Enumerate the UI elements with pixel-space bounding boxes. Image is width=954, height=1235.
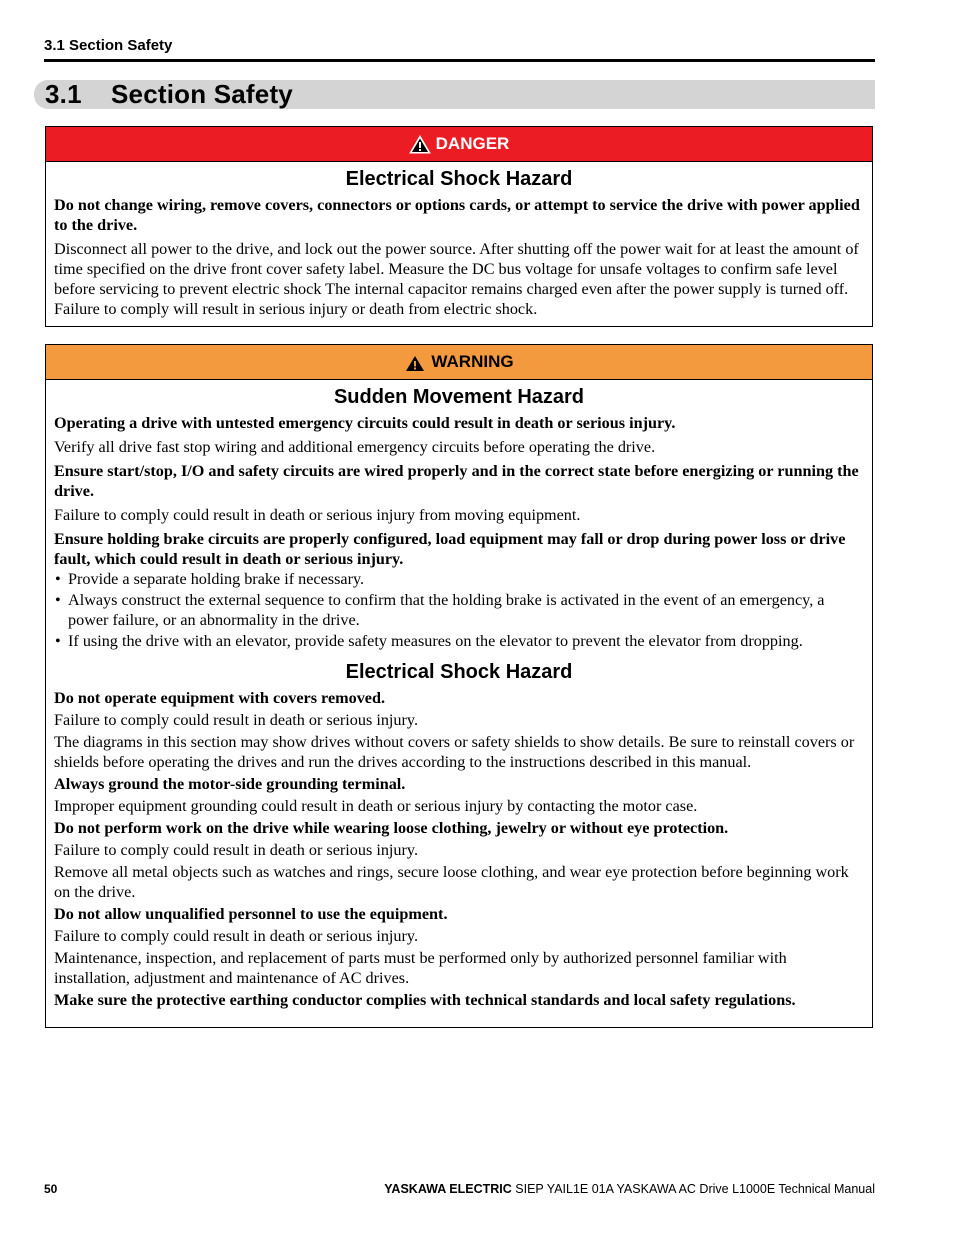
warning-box — [45, 344, 873, 1028]
danger-hazard-title: Electrical Shock Hazard — [345, 168, 573, 190]
bullet-marker: • — [55, 632, 61, 650]
footer-doc-info — [384, 1182, 875, 1196]
section-title-text: Section Safety — [111, 79, 293, 109]
warning-body-text: Maintenance, inspection, and replacement of parts must be performed only by authorized personnel familiar with installation, adjustment and maintenance of AC drives. — [54, 949, 787, 987]
footer-doc-title: SIEP YAIL1E 01A YASKAWA AC Drive L1000E Technical Manual — [511, 1182, 875, 1196]
section-number: 3.1 — [45, 79, 82, 109]
warning-triangle-icon — [409, 135, 431, 154]
warning-bold-text: Ensure start/stop, I/O and safety circuits are wired properly and in the correct state before energizing or running the drive. — [54, 462, 859, 500]
section-title-bar — [34, 80, 875, 109]
warning-body-text: Failure to comply could result in death or serious injury. — [54, 711, 418, 729]
list-item-text: If using the drive with an elevator, provide safety measures on the elevator to prevent the elevator from dropping. — [68, 632, 803, 650]
list-item — [54, 590, 864, 630]
warning-body — [46, 385, 872, 1017]
warning-body-text: Improper equipment grounding could result in death or serious injury by contacting the motor case. — [54, 797, 698, 815]
electrical-shock-hazard-title: Electrical Shock Hazard — [345, 661, 573, 683]
warning-body-text: Failure to comply could result in death or serious injury from moving equipment. — [54, 506, 581, 524]
warning-bold-text: Do not allow unqualified personnel to use the equipment. — [54, 905, 448, 923]
danger-label: DANGER — [435, 134, 510, 153]
danger-bold-text: Do not change wiring, remove covers, connectors or options cards, or attempt to service the drive with power applied to the drive. — [54, 196, 860, 234]
warning-body-text: Remove all metal objects such as watches and rings, secure loose clothing, and wear eye protection before beginning work on the drive. — [54, 863, 849, 901]
danger-header — [46, 127, 872, 162]
running-header: 3.1 Section Safety — [44, 37, 173, 54]
warning-header — [46, 345, 872, 380]
warning-label: WARNING — [431, 352, 514, 371]
header-rule — [44, 59, 875, 62]
list-item — [54, 631, 864, 651]
warning-bold-text: Ensure holding brake circuits are properly configured, load equipment may fall or drop during power loss or drive fault, which could result in death or serious injury. — [54, 530, 846, 568]
warning-body-text: Failure to comply could result in death or serious injury. — [54, 927, 418, 945]
list-item-text: Always construct the external sequence to confirm that the holding brake is activated in the event of an emergency, a power failure, or an abnormality in the drive. — [68, 591, 825, 629]
page-number: 50 — [44, 1182, 58, 1196]
danger-body — [46, 167, 872, 328]
list-item — [54, 569, 864, 589]
warning-bold-text: Operating a drive with untested emergency circuits could result in death or serious injury. — [54, 414, 676, 432]
warning-triangle-icon — [404, 353, 426, 372]
warning-body-text: Verify all drive fast stop wiring and additional emergency circuits before operating the drive. — [54, 438, 656, 456]
warning-body-text: Failure to comply could result in death or serious injury. — [54, 841, 418, 859]
bullet-marker: • — [55, 591, 61, 609]
danger-box — [45, 126, 873, 327]
warning-bold-text: Do not perform work on the drive while wearing loose clothing, jewelry or without eye protection. — [54, 819, 729, 837]
danger-body-text: Disconnect all power to the drive, and lock out the power source. After shutting off the power wait for at least the amount of time specified on the drive front cover safety label. Measure the DC bus voltage for unsafe voltages to confirm safe level before servicing to prevent electric shock The internal capacitor remains charged even after the power supply is turned off. Failure to comply will result in serious injury or death from electric shock. — [54, 240, 859, 318]
list-item-text: Provide a separate holding brake if necessary. — [68, 570, 365, 588]
sudden-movement-hazard-title: Sudden Movement Hazard — [333, 386, 585, 408]
section-title — [45, 79, 293, 110]
bullet-marker: • — [55, 570, 61, 588]
brake-bullet-list — [54, 569, 864, 651]
footer-company: YASKAWA ELECTRIC — [384, 1182, 512, 1196]
warning-body-text: The diagrams in this section may show drives without covers or safety shields to show details. Be sure to reinstall covers or shields before operating the drives and run the drives according to the instructions described in this manual. — [54, 733, 855, 771]
warning-bold-text: Make sure the protective earthing conductor complies with technical standards and local safety regulations. — [54, 991, 796, 1009]
warning-bold-text: Always ground the motor-side grounding terminal. — [54, 775, 406, 793]
warning-bold-text: Do not operate equipment with covers removed. — [54, 689, 386, 707]
